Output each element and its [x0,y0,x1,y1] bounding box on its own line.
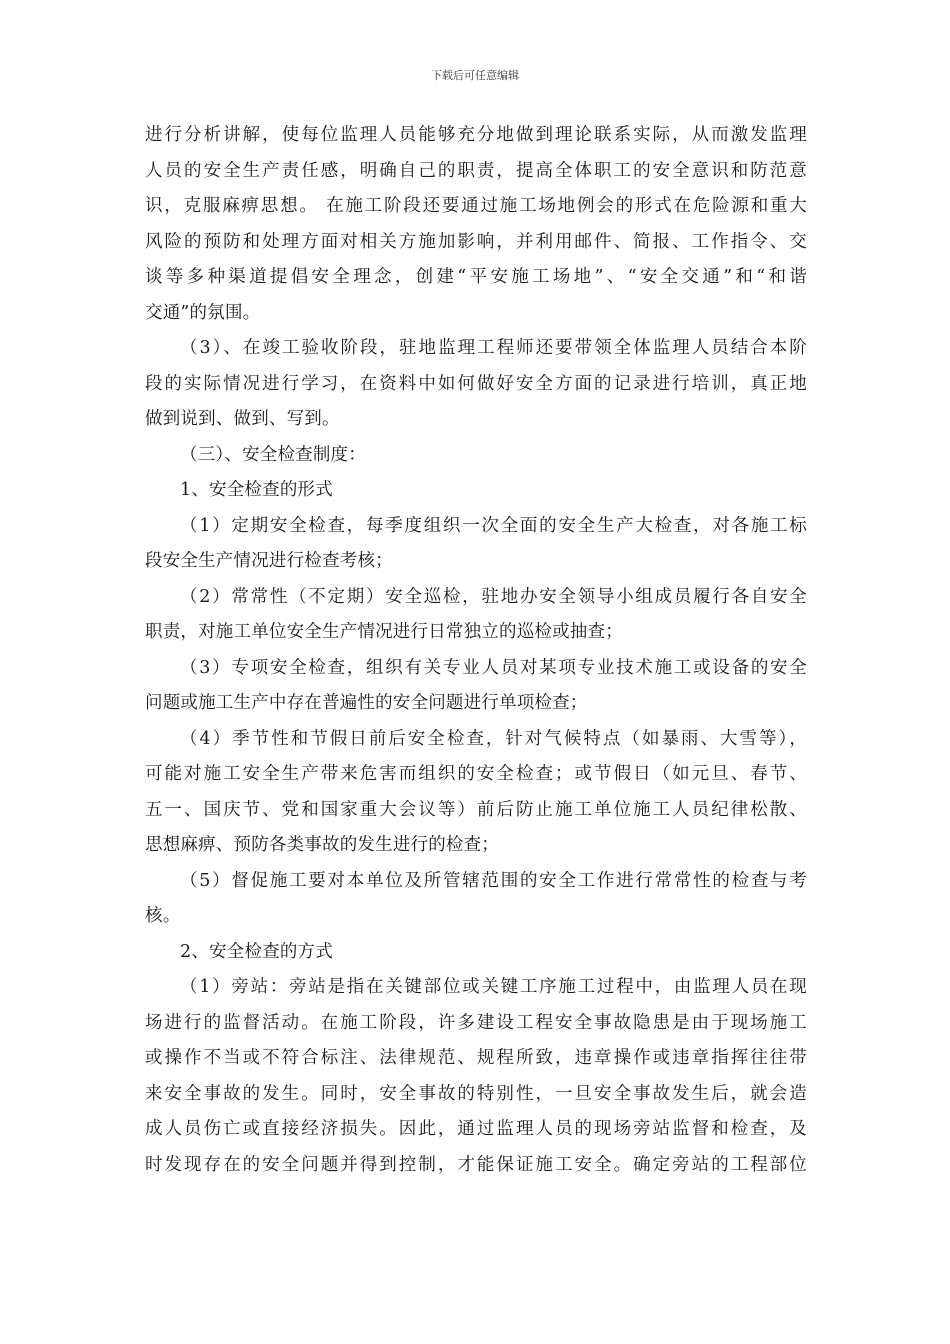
paragraph-line: （3）、在竣工验收阶段，驻地监理工程师还要带领全体监理人员结合本阶 [180,338,807,358]
paragraph-line: 人员的安全生产责任感，明确自己的职责，提高全体职工的安全意识和防范意 [145,160,807,181]
paragraph-line: 核。 [145,906,181,926]
page-header: 下载后可任意编辑 [431,69,519,82]
document-body [145,118,807,1183]
paragraph-line: （1）旁站：旁站是指在关键部位或关键工序施工过程中，由监理人员在现 [180,977,807,997]
paragraph-line: 识，克服麻痹思想。 在施工阶段还要通过施工场地例会的形式在危险源和重大 [145,196,807,216]
paragraph-line: （4）季节性和节假日前后安全检查，针对气候特点（如暴雨、大雪等）， [180,728,807,749]
paragraph-line: 谈等多种渠道提倡安全理念，创建“平安施工场地”、“安全交通”和“和谐 [145,267,807,287]
paragraph-line: 做到说到、做到、写到。 [145,409,340,429]
paragraph-line: 来安全事故的发生。同时，安全事故的特别性，一旦安全事故发生后，就会造 [145,1083,807,1104]
paragraph-line: 风险的预防和处理方面对相关方施加影响，并利用邮件、简报、工作指令、交 [145,231,807,252]
paragraph-line: 时发现存在的安全问题并得到控制，才能保证施工安全。确定旁站的工程部位 [145,1154,807,1175]
paragraph-line: 思想麻痹、预防各类事故的发生进行的检查； [145,835,499,855]
paragraph-line: （3）专项安全检查，组织有关专业人员对某项专业技术施工或设备的安全 [180,657,807,678]
paragraph-line: 成人员伤亡或直接经济损失。因此，通过监理人员的现场旁站监督和检查，及 [145,1119,807,1139]
paragraph-line: 交通”的氛围。 [145,302,261,323]
paragraph-line: （2）常常性（不定期）安全巡检，驻地办安全领导小组成员履行各自安全 [180,586,807,607]
paragraph-line: （1）定期安全检查，每季度组织一次全面的安全生产大检查，对各施工标 [180,515,807,536]
paragraph-line: 段的实际情况进行学习，在资料中如何做好安全方面的记录进行培训，真正地 [145,373,807,394]
paragraph-line: 五一、国庆节、党和国家重大会议等）前后防止施工单位施工人员纪律松散、 [145,799,807,820]
paragraph-line: 进行分析讲解，使每位监理人员能够充分地做到理论联系实际，从而激发监理 [145,125,807,145]
paragraph-line: 段安全生产情况进行检查考核； [145,551,393,571]
paragraph-line: （5）督促施工要对本单位及所管辖范围的安全工作进行常常性的检查与考 [180,870,807,891]
paragraph-line: 职责，对施工单位安全生产情况进行日常独立的巡检或抽查； [145,622,623,642]
subsection-heading: 2、安全检查的方式 [180,941,333,962]
paragraph-line: 问题或施工生产中存在普遍性的安全问题进行单项检查； [145,693,588,713]
section-heading: （三）、安全检查制度： [180,444,366,465]
paragraph-line: 场进行的监督活动。在施工阶段，许多建设工程安全事故隐患是由于现场施工 [145,1012,807,1033]
subsection-heading: 1、安全检查的形式 [180,480,333,500]
paragraph-line: 或操作不当或不符合标注、法律规范、规程所致，违章操作或违章指挥往往带 [145,1048,807,1068]
paragraph-line: 可能对施工安全生产带来危害而组织的安全检查；或节假日（如元旦、春节、 [145,764,807,784]
